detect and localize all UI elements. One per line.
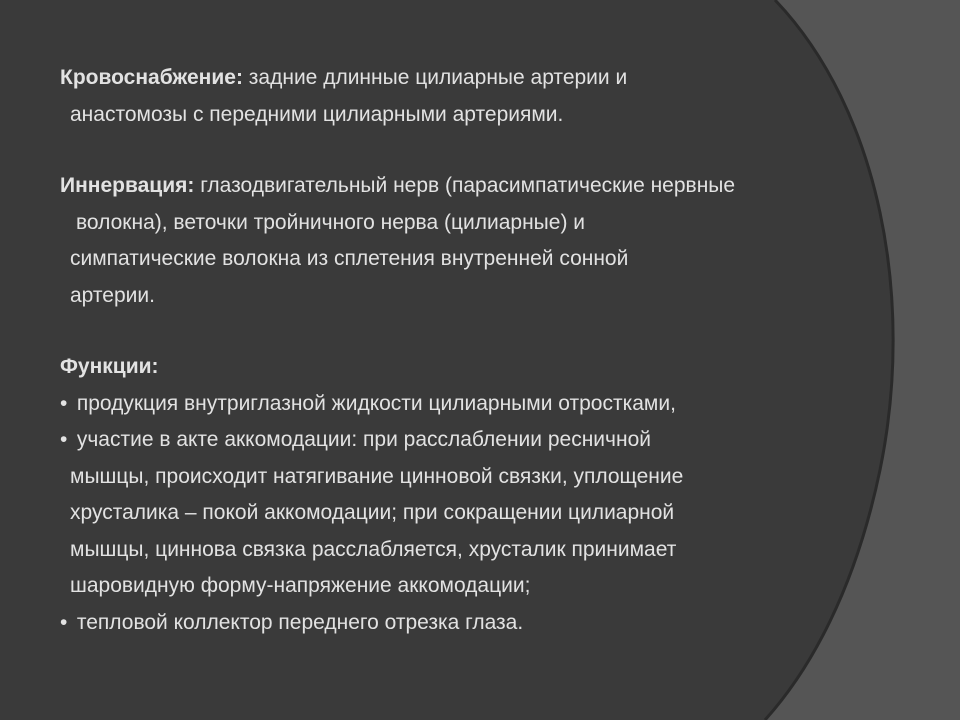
blood-supply-paragraph — [60, 60, 890, 133]
blood-supply-line-2: анастомозы с передними цилиарными артериями. — [70, 102, 564, 126]
innervation-line-3: симпатические волокна из сплетения внутренней сонной — [70, 247, 629, 270]
functions-label: Функции: — [60, 355, 159, 378]
functions-item-2-line-5: шаровидную форму-напряжение аккомодации; — [70, 574, 531, 597]
spacer — [60, 314, 890, 349]
slide-body — [60, 60, 890, 641]
innervation-line-4: артерии. — [70, 283, 155, 307]
functions-item-text: участие в акте аккомодации: при расслаблении ресничной — [76, 428, 651, 451]
blood-supply-label: Кровоснабжение: — [60, 66, 243, 89]
functions-item-3-line-1 — [60, 605, 890, 642]
functions-item-text: продукция внутриглазной жидкости цилиарными отростками, — [76, 391, 676, 415]
bullet-icon: • — [60, 610, 68, 634]
functions-item-2-line-4: мышцы, циннова связка расслабляется, хрусталик принимает — [70, 537, 677, 561]
innervation-label: Иннервация: — [60, 174, 195, 197]
innervation-paragraph — [60, 168, 890, 314]
functions-item-2-line-1 — [60, 422, 890, 459]
functions-paragraph — [60, 349, 890, 641]
innervation-text-1: глазодвигательный нерв (парасимпатические нервные — [194, 174, 736, 197]
functions-item-2-line-3: хрусталика – покой аккомодации; при сокращении цилиарной — [70, 501, 675, 524]
blood-supply-line-1 — [60, 60, 890, 97]
bullet-icon: • — [60, 428, 68, 451]
functions-item-text: тепловой коллектор переднего отрезка глаза. — [76, 610, 524, 634]
bullet-icon: • — [60, 391, 68, 415]
innervation-line-1 — [60, 168, 890, 205]
innervation-line-2: волокна), веточки тройничного нерва (цилиарные) и — [76, 210, 586, 234]
blood-supply-text-1: задние длинные цилиарные артерии и — [242, 66, 628, 89]
spacer — [60, 133, 890, 168]
functions-item-1-line-1 — [60, 386, 890, 423]
functions-item-2-line-2: мышцы, происходит натягивание цинновой связки, уплощение — [70, 464, 684, 488]
